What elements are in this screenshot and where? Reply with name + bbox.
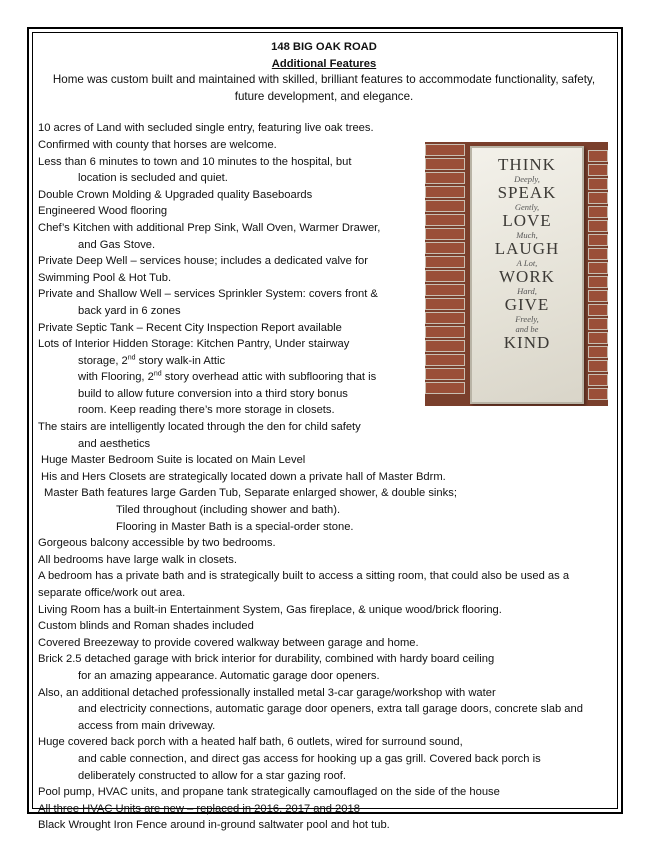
brick (425, 368, 465, 380)
brick (588, 248, 608, 260)
feature-line: Private Septic Tank – Recent City Inspection Report available (38, 321, 342, 334)
line-text: story overhead attic with subflooring that is (161, 371, 377, 384)
feature-line: Master Bath features large Garden Tub, Separate enlarged shower, & double sinks; (44, 487, 457, 500)
sign-photo (425, 142, 608, 406)
feature-line: Chef’s Kitchen with additional Prep Sink, Wall Oven, Warmer Drawer, (38, 221, 381, 234)
ordinal-suffix: nd (153, 370, 162, 378)
brick (588, 346, 608, 358)
sign-word: Deeply, (514, 174, 540, 184)
sign-word: Hard, (517, 286, 537, 296)
line-text: storage, 2 (78, 354, 128, 367)
feature-line: All bedrooms have large walk in closets. (38, 553, 237, 566)
brick (588, 262, 608, 274)
feature-line: Huge covered back porch with a heated half bath, 6 outlets, wired for surround sound, (38, 736, 463, 749)
sign-word: and be (515, 324, 539, 334)
brick (425, 354, 465, 366)
ordinal-suffix: nd (127, 353, 136, 361)
brick (425, 242, 465, 254)
feature-line: for an amazing appearance. Automatic garage door openers. (78, 669, 380, 682)
feature-line: separate office/work out area. (38, 587, 186, 599)
brick (425, 144, 465, 156)
intro-paragraph: Home was custom built and maintained with skilled, brilliant features to accommodate functionality, safety, future development, and elegance. (52, 73, 596, 103)
brick (425, 284, 465, 296)
feature-line: Double Crown Molding & Upgraded quality Baseboards (38, 188, 313, 201)
brick (425, 340, 465, 352)
sign-word: WORK (499, 267, 555, 286)
feature-line: Private and Shallow Well – services Sprinkler System: covers front & (38, 288, 378, 301)
sign-word: GIVE (504, 295, 550, 314)
sign-word: SPEAK (497, 183, 557, 202)
feature-line: Living Room has a built-in Entertainment System, Gas fireplace, & unique wood/brick flooring. (38, 603, 502, 616)
sign-word: THINK (498, 155, 556, 174)
feature-line: His and Hers Closets are strategically located down a private hall of Master Bdrm. (41, 470, 446, 483)
brick (425, 382, 465, 394)
sign-word: LAUGH (494, 239, 560, 258)
feature-line: Private Deep Well – services house; includes a dedicated valve for (38, 255, 368, 268)
sign-word: A Lot, (516, 258, 538, 268)
feature-line: Huge Master Bedroom Suite is located on Main Level (41, 454, 306, 467)
brick (588, 374, 608, 386)
brick (588, 332, 608, 344)
brick (588, 178, 608, 190)
feature-line: Flooring in Master Bath is a special-order stone. (116, 520, 354, 533)
brick (425, 326, 465, 338)
sign-word: KIND (503, 333, 551, 352)
feature-line: Pool pump, HVAC units, and propane tank strategically camouflaged on the side of the house (38, 786, 500, 799)
feature-line: All three HVAC Units are new – replaced in 2016, 2017 and 2018 (38, 802, 360, 815)
sign-word: Freely, (515, 314, 539, 324)
feature-line: 10 acres of Land with secluded single entry, featuring live oak trees. (38, 122, 374, 135)
feature-line: and Gas Stove. (78, 238, 156, 251)
feature-line: Lots of Interior Hidden Storage: Kitchen Pantry, Under stairway (38, 338, 350, 351)
brick (588, 388, 608, 400)
feature-line: and cable connection, and direct gas access for hooking up a gas grill. Covered back porch is (78, 752, 541, 765)
brick (588, 234, 608, 246)
feature-line: access from main driveway. (78, 719, 216, 732)
brick (588, 220, 608, 232)
brick (425, 228, 465, 240)
feature-line: Also, an additional detached professionally installed metal 3-car garage/workshop with water (38, 686, 496, 699)
brick (588, 360, 608, 372)
brick (588, 206, 608, 218)
sign-word: Gently, (514, 202, 540, 212)
brick (588, 304, 608, 316)
feature-line: The stairs are intelligently located through the den for child safety (38, 421, 361, 434)
brick (425, 172, 465, 184)
brick (425, 298, 465, 310)
feature-line: Custom blinds and Roman shades included (38, 620, 254, 633)
feature-line: Confirmed with county that horses are welcome. (38, 138, 277, 151)
feature-line: and electricity connections, automatic garage door openers, extra tall garage doors, concrete slab and (78, 703, 583, 716)
feature-line: Engineered Wood flooring (38, 205, 168, 218)
brick (588, 150, 608, 162)
line-text: story walk-in Attic (135, 354, 226, 367)
feature-line: Covered Breezeway to provide covered walkway between garage and home. (38, 636, 419, 649)
line-text: with Flooring, 2 (78, 371, 154, 384)
brick (425, 256, 465, 268)
brick (425, 214, 465, 226)
feature-line: A bedroom has a private bath and is strategically built to access a sitting room, that could also be used as a (38, 570, 570, 583)
sign-word: LOVE (502, 211, 552, 230)
brick (588, 290, 608, 302)
feature-line: deliberately constructed to allow for a star gazing roof. (78, 769, 347, 782)
feature-line: Brick 2.5 detached garage with brick interior for durability, combined with hardy board ceiling (38, 653, 495, 666)
brick (425, 270, 465, 282)
brick (425, 312, 465, 324)
brick (588, 318, 608, 330)
brick (588, 164, 608, 176)
brick (425, 200, 465, 212)
brick (425, 158, 465, 170)
feature-line: back yard in 6 zones (78, 304, 181, 317)
sign-word: Much, (516, 230, 538, 240)
brick (588, 276, 608, 288)
feature-line: Gorgeous balcony accessible by two bedrooms. (38, 537, 276, 550)
feature-line: Swimming Pool & Hot Tub. (38, 271, 172, 284)
feature-line: Tiled throughout (including shower and bath). (116, 504, 341, 517)
brick (588, 192, 608, 204)
feature-line: build to allow future conversion into a third story bonus (78, 387, 348, 400)
feature-line: Black Wrought Iron Fence around in-ground saltwater pool and hot tub. (38, 819, 390, 832)
document-title: 148 BIG OAK ROAD (271, 41, 377, 53)
document-subtitle: Additional Features (271, 57, 377, 70)
feature-line: Less than 6 minutes to town and 10 minutes to the hospital, but (38, 155, 352, 168)
brick (425, 186, 465, 198)
feature-line: room. Keep reading there’s more storage in closets. (78, 404, 335, 417)
feature-line: and aesthetics (78, 437, 151, 450)
feature-line: location is secluded and quiet. (78, 172, 228, 185)
wooden-sign (470, 146, 584, 404)
